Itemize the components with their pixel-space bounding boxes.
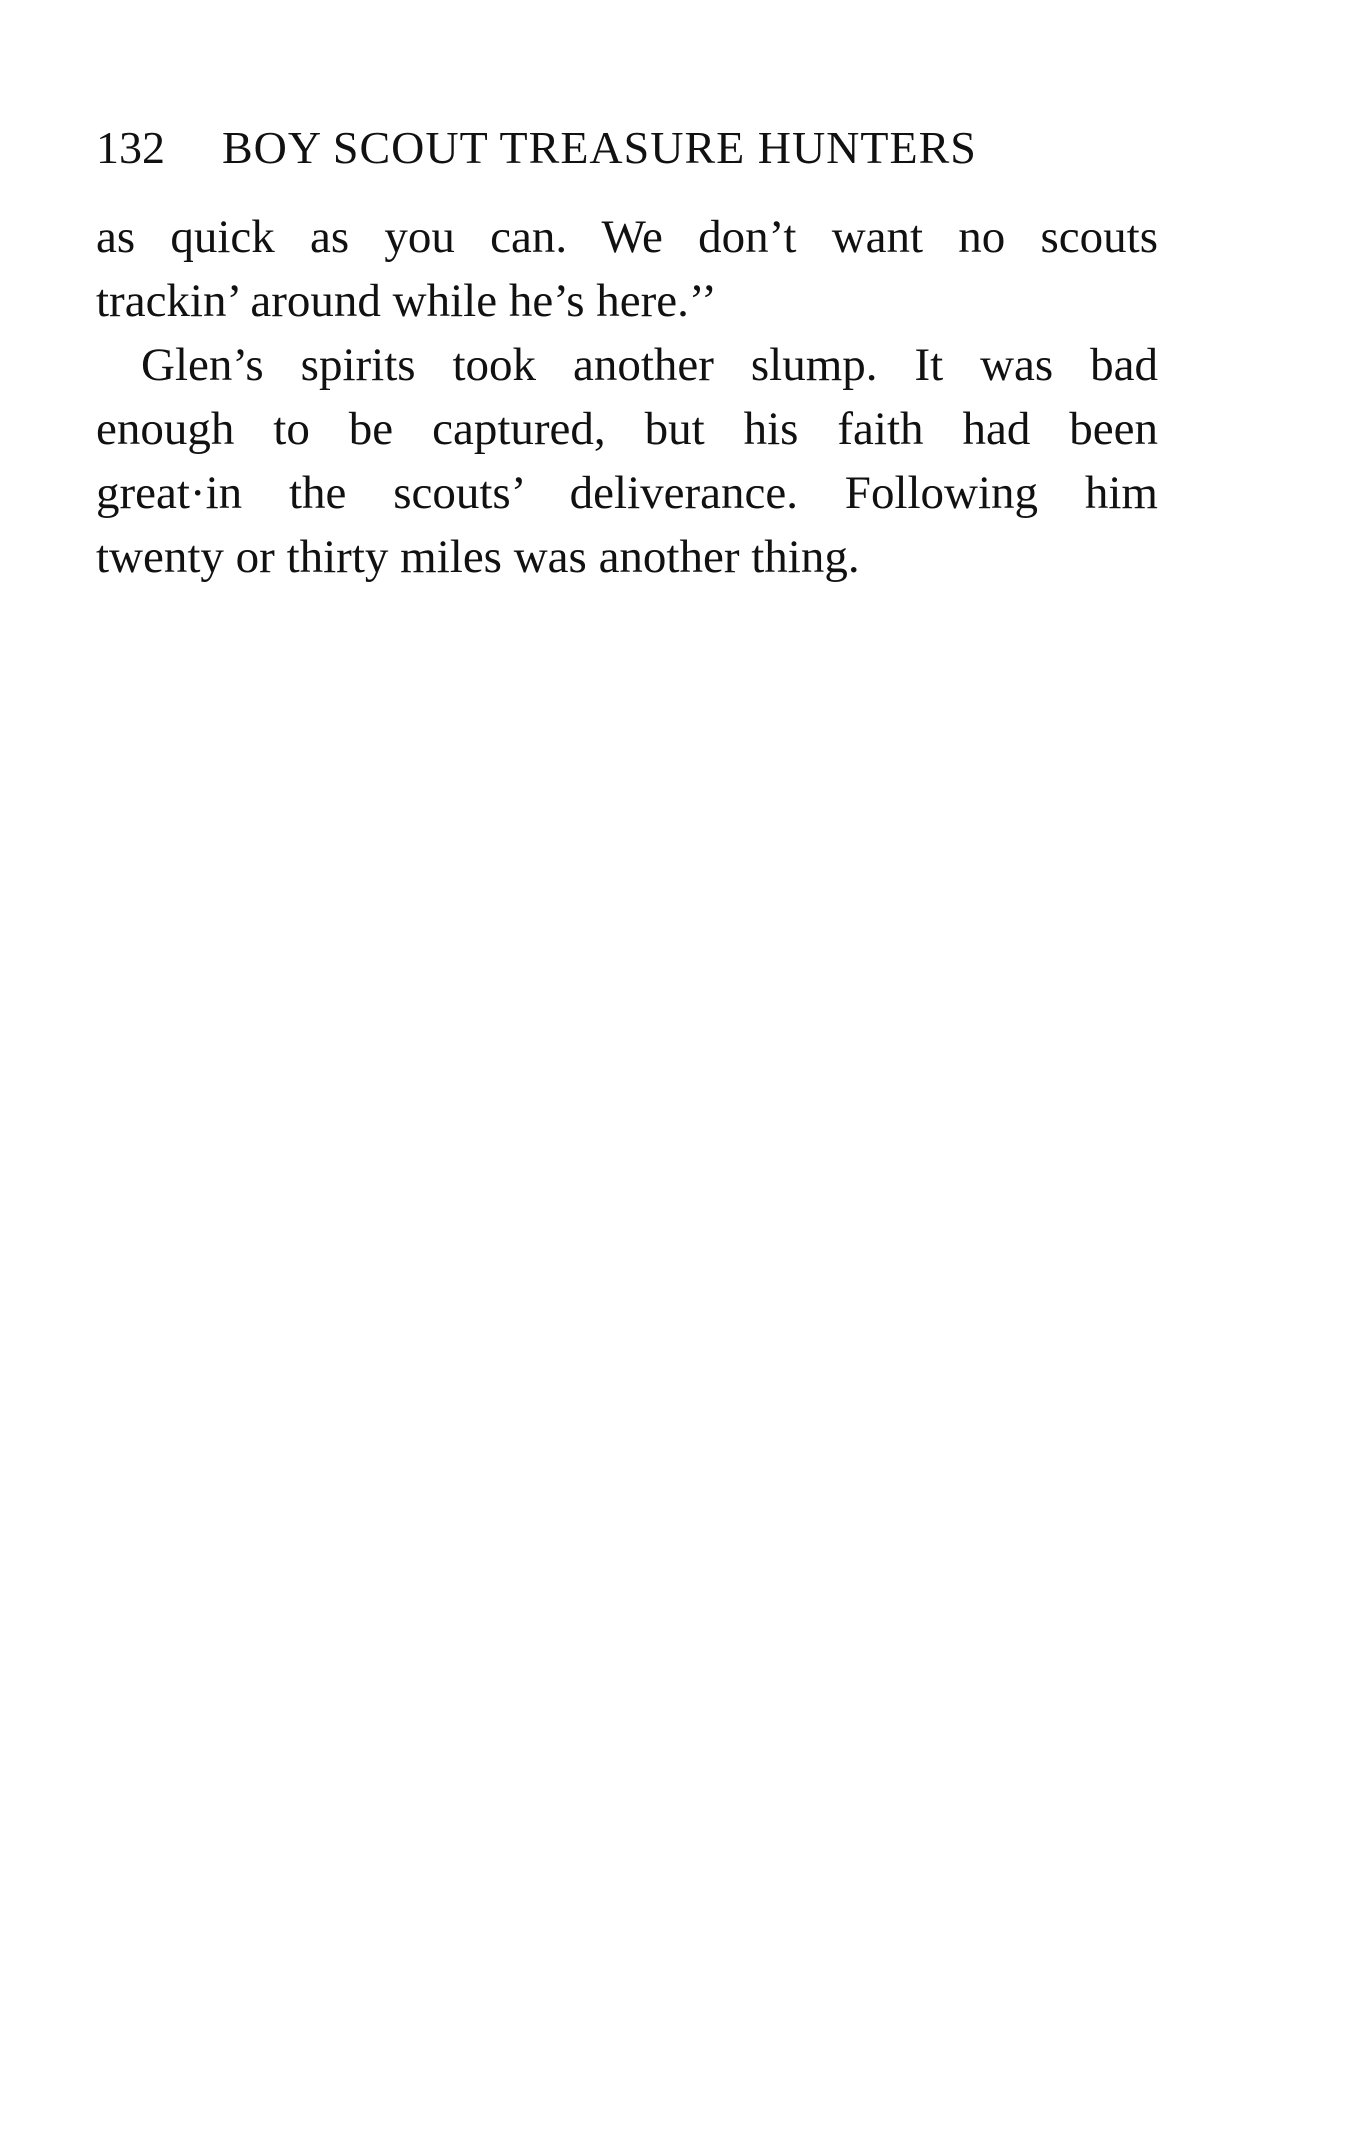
text-line: Glen’s spirits took another slump. It was bad [141,339,1158,391]
running-title: BOY SCOUT TREASURE HUNTERS [222,122,977,173]
page-number: 132 [96,122,165,173]
text-line: trackin’ around while he’s here.’’ [96,275,717,327]
text-line: enough to be captured, but his faith had been [96,403,1158,455]
text-line: twenty or thirty miles was another thing. [96,531,860,583]
text-line: as quick as you can. We don’t want no scouts [96,211,1158,263]
text-line: great·in the scouts’ deliverance. Following him [96,467,1158,519]
body-text [96,205,1158,589]
running-head [96,118,1156,178]
